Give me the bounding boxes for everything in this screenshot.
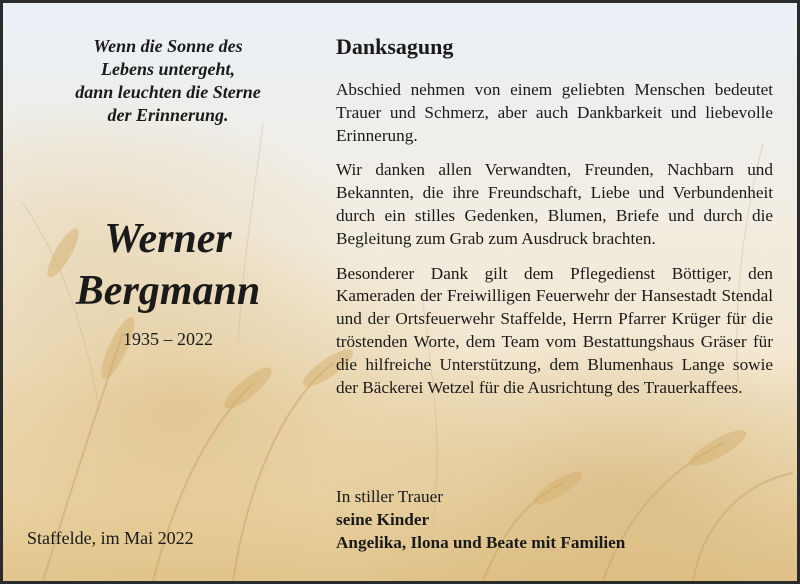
closing-intro: In stiller Trauer <box>336 487 443 506</box>
paragraph-3: Besonderer Dank gilt dem Pflegedienst Böttiger, den Kameraden der Freiwilligen Feuerwehr der Hansestadt Stendal und der Ortsfeuerwehr Staffelde, Herrn Pfarrer Krüger für die tröstenden Worte, dem Team vom Bestattungshaus Gräser für die hilfreiche Unterstützung, dem Blumenhaus Lange sowie der Bäckerei Wetzel für die Ausrichtung des Trauerkaffees. <box>336 263 773 397</box>
last-name: Bergmann <box>75 268 261 314</box>
left-column <box>3 3 323 581</box>
closing-family: seine Kinder <box>336 510 430 529</box>
paragraph-1: Abschied nehmen von einem geliebten Menschen bedeutet Trauer und Schmerz, aber auch Dankbarkeit und liebevolle Erinnerung. <box>336 80 773 145</box>
deceased-name <box>13 213 323 317</box>
closing-signature <box>336 485 773 554</box>
closing-names: Angelika, Ilona und Beate mit Familien <box>336 533 626 552</box>
life-dates: 1935 – 2022 <box>123 329 213 349</box>
heading-danksagung: Danksagung <box>336 34 454 59</box>
motto-quote: Wenn die Sonne des Lebens untergeht, dann leuchten die Sterne der Erinnerung. <box>75 36 261 125</box>
paragraph-2: Wir danken allen Verwandten, Freunden, Nachbarn und Bekannten, die ihre Freundschaft, Liebe und Verbundenheit durch ein stilles Gedenken, Blumen, Briefe und durch die Begleitung zum Grab zum Ausdruck brachten. <box>336 160 773 248</box>
right-column <box>336 33 773 411</box>
first-name: Werner <box>104 216 232 262</box>
place-and-date: Staffelde, im Mai 2022 <box>27 528 194 548</box>
